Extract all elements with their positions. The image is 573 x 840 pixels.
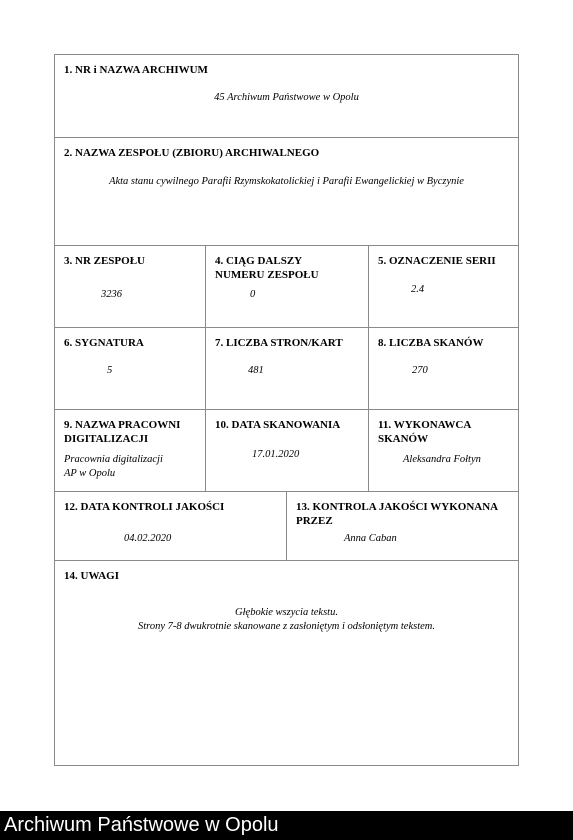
fonds-continuation-value: 0 (250, 289, 256, 300)
scans-label: 8. LICZBA SKANÓW (378, 337, 484, 349)
pages-value: 481 (248, 365, 264, 376)
qc-date-value: 04.02.2020 (124, 533, 172, 544)
cell-qc-by (287, 492, 518, 560)
cell-scan-date (206, 410, 369, 491)
series-value: 2.4 (411, 284, 425, 295)
fonds-name-value: Akta stanu cywilnego Parafii Rzymskokatolickiej i Parafii Ewangelickiej w Byczynie (109, 176, 464, 187)
cell-fonds-continuation (206, 246, 369, 327)
scanner-value: Aleksandra Fołtyn (403, 454, 481, 465)
qc-by-label-line1: 13. KONTROLA JAKOŚCI WYKONANA (296, 501, 499, 513)
scan-date-label: 10. DATA SKANOWANIA (215, 419, 341, 431)
pages-label: 7. LICZBA STRON/KART (215, 337, 343, 349)
studio-value-line1: Pracownia digitalizacji (64, 454, 163, 465)
series-label: 5. OZNACZENIE SERII (378, 255, 496, 267)
archive-label: 1. NR i NAZWA ARCHIWUM (64, 64, 208, 76)
signature-value: 5 (107, 365, 113, 376)
scanner-label-line1: 11. WYKONAWCA (378, 419, 472, 431)
row-remarks (55, 561, 518, 765)
fonds-number-label: 3. NR ZESPOŁU (64, 255, 145, 267)
cell-pages (206, 328, 369, 409)
metadata-form (54, 54, 519, 766)
row-fonds-name (55, 138, 518, 246)
fonds-continuation-label-line1: 4. CIĄG DALSZY (215, 255, 303, 267)
row-archive (55, 55, 518, 138)
qc-by-label (296, 500, 512, 528)
scan-date-value: 17.01.2020 (252, 449, 300, 460)
row-quality (55, 492, 518, 561)
remarks-value (55, 606, 518, 634)
cell-scanner (369, 410, 518, 491)
qc-by-value: Anna Caban (344, 533, 397, 544)
row-scanning (55, 410, 518, 492)
cell-qc-date (55, 492, 287, 560)
fonds-number-value: 3236 (101, 289, 122, 300)
scanner-label (378, 418, 512, 446)
row-fonds-details (55, 246, 518, 328)
remarks-value-line1: Głębokie wszycia tekstu. (235, 607, 338, 618)
studio-label-line1: 9. NAZWA PRACOWNI (64, 419, 181, 431)
qc-by-label-line2: PRZEZ (296, 515, 333, 527)
fonds-continuation-label-line2: NUMERU ZESPOŁU (215, 269, 319, 281)
footer-banner: Archiwum Państwowe w Opolu (0, 811, 573, 840)
cell-fonds-number (55, 246, 206, 327)
remarks-label: 14. UWAGI (64, 570, 120, 582)
remarks-value-line2: Strony 7-8 dwukrotnie skanowane z zasłoniętym i odsłoniętym tekstem. (138, 621, 435, 632)
qc-date-label: 12. DATA KONTROLI JAKOŚCI (64, 501, 225, 513)
scanner-label-line2: SKANÓW (378, 433, 429, 445)
cell-scans (369, 328, 518, 409)
fonds-continuation-label (215, 254, 362, 282)
archive-value: 45 Archiwum Państwowe w Opolu (214, 92, 359, 103)
cell-studio (55, 410, 206, 491)
scans-value: 270 (412, 365, 428, 376)
studio-label (64, 418, 199, 446)
studio-value-line2: AP w Opolu (64, 468, 116, 479)
studio-value (64, 453, 163, 481)
cell-signature (55, 328, 206, 409)
studio-label-line2: DIGITALIZACJI (64, 433, 149, 445)
row-counts (55, 328, 518, 410)
fonds-name-label: 2. NAZWA ZESPOŁU (ZBIORU) ARCHIWALNEGO (64, 147, 320, 159)
cell-series (369, 246, 518, 327)
signature-label: 6. SYGNATURA (64, 337, 144, 349)
